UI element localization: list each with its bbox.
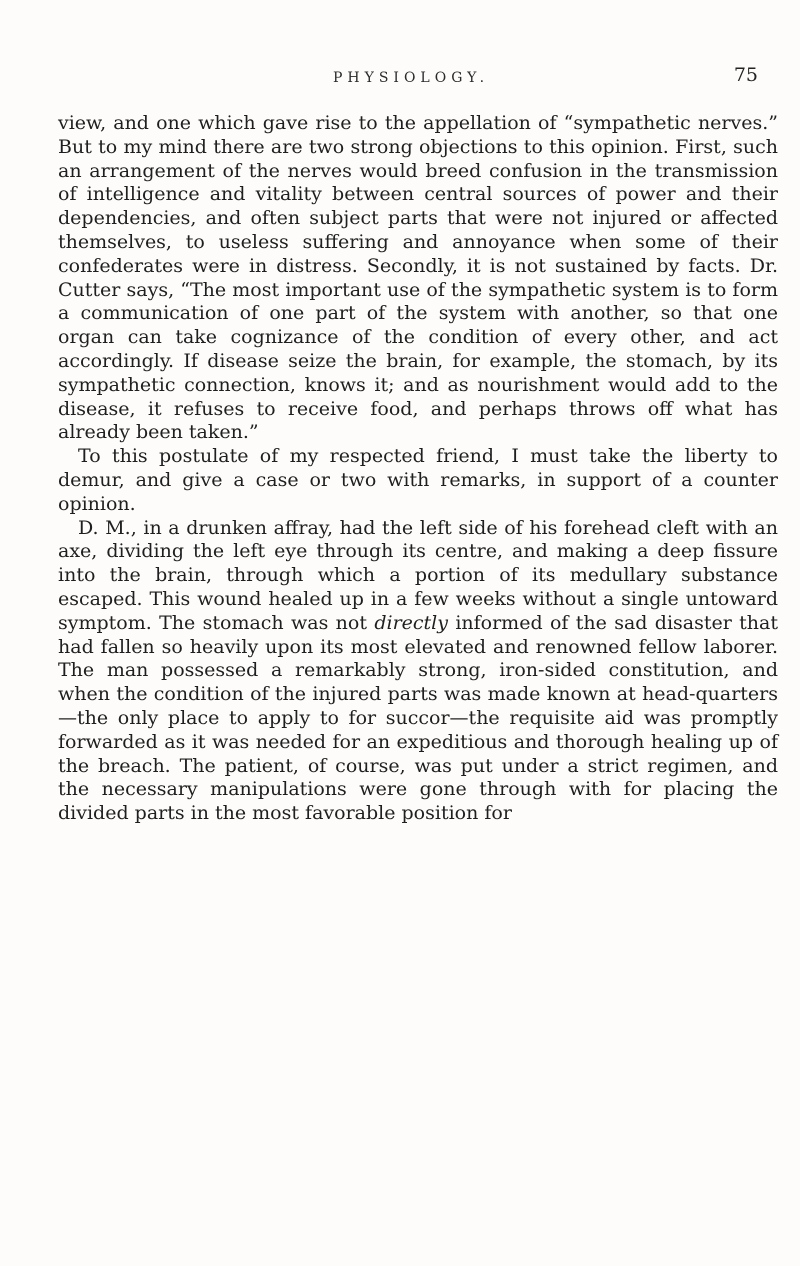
paragraph xyxy=(58,517,778,826)
paragraph-text: informed of the sad disaster that had fallen so heavily upon its most elevated and renowned fellow laborer. The man possessed a remarkably strong, iron-sided constitution, and when the condition of the injured parts was made known at head-quarters—the only place to apply to for succor—the requisite aid was promptly forwarded as it was needed for an expeditious and thorough healing up of the breach. The patient, of course, was put under a strict regimen, and the necessary manipulations were gone through with for placing the divided parts in the most favorable position for xyxy=(58,611,778,825)
running-head-title: PHYSIOLOGY. xyxy=(332,70,490,86)
body-text xyxy=(58,112,778,826)
paragraph: view, and one which gave rise to the appellation of “sympathetic nerves.” But to my mind there are two strong objections to this opinion. First, such an arrangement of the nerves would breed confusion in the transmission of intelligence and vitality between central sources of power and their dependencies, and often subject parts that were not injured or affected themselves, to useless suffering and annoyance when some of their confederates were in distress. Secondly, it is not sustained by facts. Dr. Cutter says, “The most important use of the sympathetic system is to form a communication of one part of the system with another, so that one organ can take cognizance of the condition of every other, and act accordingly. If disease seize the brain, for example, the stomach, by its sympathetic connection, knows it; and as nourishment would add to the disease, it refuses to receive food, and perhaps throws off what has already been taken.” xyxy=(58,112,778,444)
paragraph: To this postulate of my respected friend, I must take the liberty to demur, and give a case or two with remarks, in support of a counter opinion. xyxy=(58,445,778,515)
running-head xyxy=(58,64,764,94)
page-number: 75 xyxy=(733,64,758,86)
paragraph-text: D. M., in a drunken affray, had the left side of his forehead cleft with an axe, dividing the left eye through its centre, and making a deep fissure into the brain, through which a portion of its medullary substance escaped. This wound healed up in a few weeks without a single untoward symptom. The stomach was not xyxy=(58,516,778,634)
emphasized-word: directly xyxy=(374,611,448,634)
